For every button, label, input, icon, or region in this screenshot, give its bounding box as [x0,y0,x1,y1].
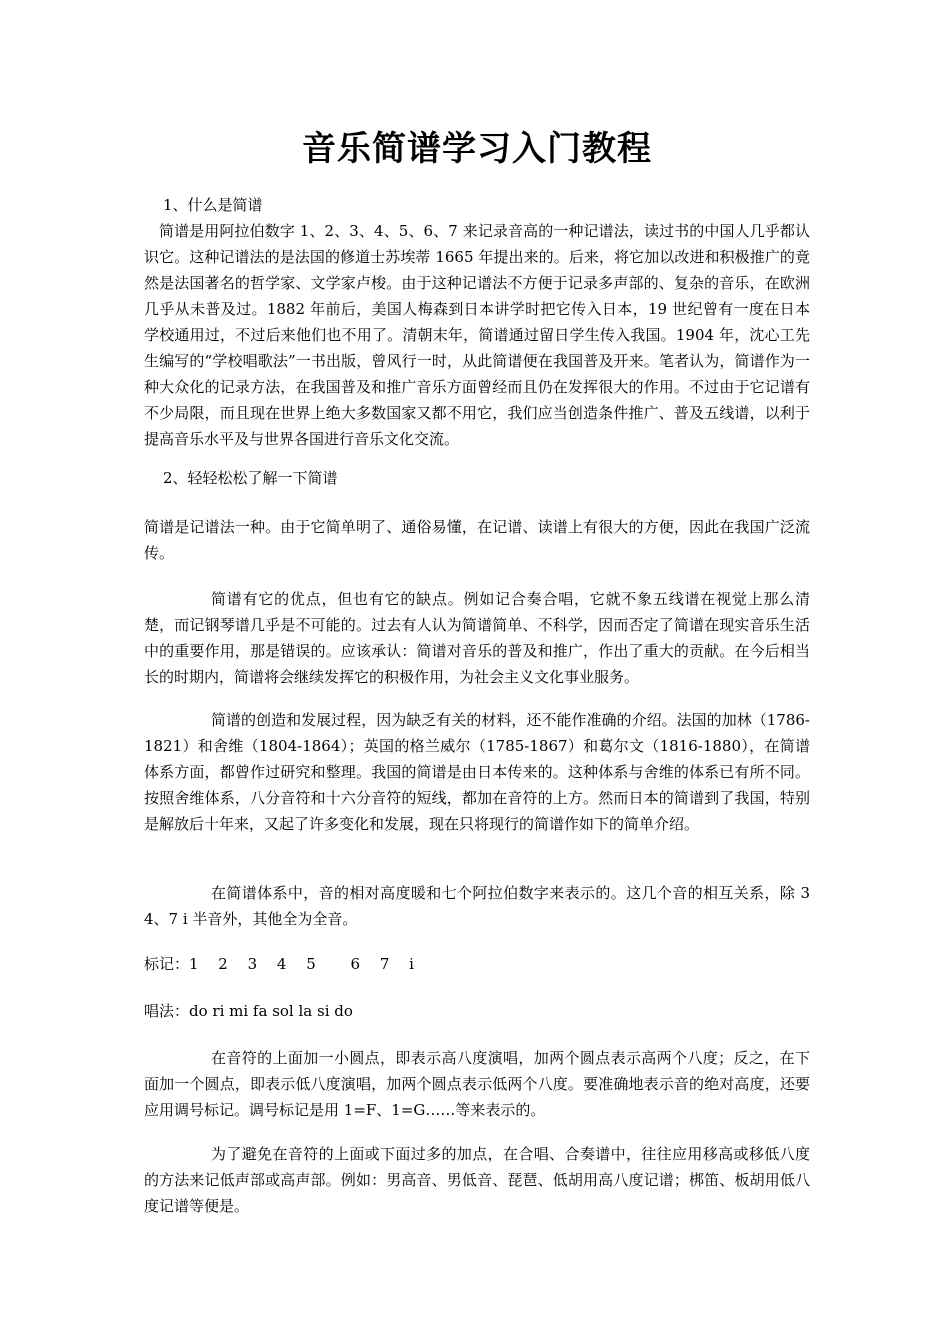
paragraph-history: 简谱的创造和发展过程，因为缺乏有关的材料，还不能作准确的介绍。法国的加林（1786-1821）和舍维（1804-1864）；英国的格兰威尔（1785-1867）和葛尔文（1816-1880），在简谱体系方面，都曾作过研究和整理。我国的简谱是由日本传来的。这种体系与舍维的体系已有所不同。按照舍维体系，八分音符和十六分音符的短线，都加在音符的上方。然而日本的简谱到了我国，特别是解放后十年来，又起了许多变化和发展，现在只将现行的简谱作如下的简单介绍。 [144,711,810,833]
section-heading-2: 2、轻轻松松了解一下简谱 [163,469,338,487]
paragraph-octave-transpose: 为了避免在音符的上面或下面过多的加点，在合唱、合奏谱中，往往应用移高或移低八度的方法来记低声部或高声部。例如：男高音、男低音、琵琶、低胡用高八度记谱；梆笛、板胡用低八度记谱等便是。 [144,1145,810,1215]
notation-marks: 标记：1 2 3 4 5 6 7 i [144,955,414,973]
paragraph-definition: 简谱是记谱法一种。由于它简单明了、通俗易懂，在记谱、读谱上有很大的方便，因此在我国广泛流传。 [144,518,810,562]
paragraph-pitch: 在简谱体系中，音的相对高度暖和七个阿拉伯数字来表示的。这几个音的相互关系，除 3 4、7 i 半音外，其他全为全音。 [144,884,810,928]
document-title: 音乐简谱学习入门教程 [302,129,652,169]
paragraph-pros-cons: 简谱有它的优点，但也有它的缺点。例如记合奏合唱，它就不象五线谱在视觉上那么清楚，而记钢琴谱几乎是不可能的。过去有人认为简谱简单、不科学，因而否定了简谱在现实音乐生活中的重要作用，那是错误的。应该承认：简谱对音乐的普及和推广，作出了重大的贡献。在今后相当长的时期内，简谱将会继续发挥它的积极作用，为社会主义文化事业服务。 [144,590,810,686]
paragraph-octave-dots: 在音符的上面加一小圆点，即表示高八度演唱，加两个圆点表示高两个八度；反之，在下面加一个圆点，即表示低八度演唱，加两个圆点表示低两个八度。要准确地表示音的绝对高度，还要应用调号标记。调号标记是用 1=F、1=G……等来表示的。 [144,1049,810,1119]
paragraph-intro: 简谱是用阿拉伯数字 1、2、3、4、5、6、7 来记录音高的一种记谱法，读过书的中国人几乎都认识它。这种记谱法的是法国的修道士苏埃蒂 1665 年提出来的。后来，将它加以改进和积极推广的竟然是法国著名的哲学家、文学家卢梭。由于这种记谱法不方便于记录多声部的、复杂的音乐，在欧洲几乎从未普及过。1882 年前后，美国人梅森到日本讲学时把它传入日本，19 世纪曾有一度在日本学校通用过，不过后来他们也不用了。清朝末年，简谱通过留日学生传入我国。1904 年，沈心工先生编写的“学校唱歌法”一书出版，曾风行一时，从此简谱便在我国普及开来。笔者认为，简谱作为一种大众化的记录方法，在我国普及和推广音乐方面曾经而且仍在发挥很大的作用。不过由于它记谱有不少局限，而且现在世界上绝大多数国家又都不用它，我们应当创造条件推广、普及五线谱，以利于提高音乐水平及与世界各国进行音乐文化交流。 [144,222,810,448]
section-heading-1: 1、什么是简谱 [163,196,263,214]
notation-solfege: 唱法：do ri mi fa sol la si do [144,1002,353,1020]
